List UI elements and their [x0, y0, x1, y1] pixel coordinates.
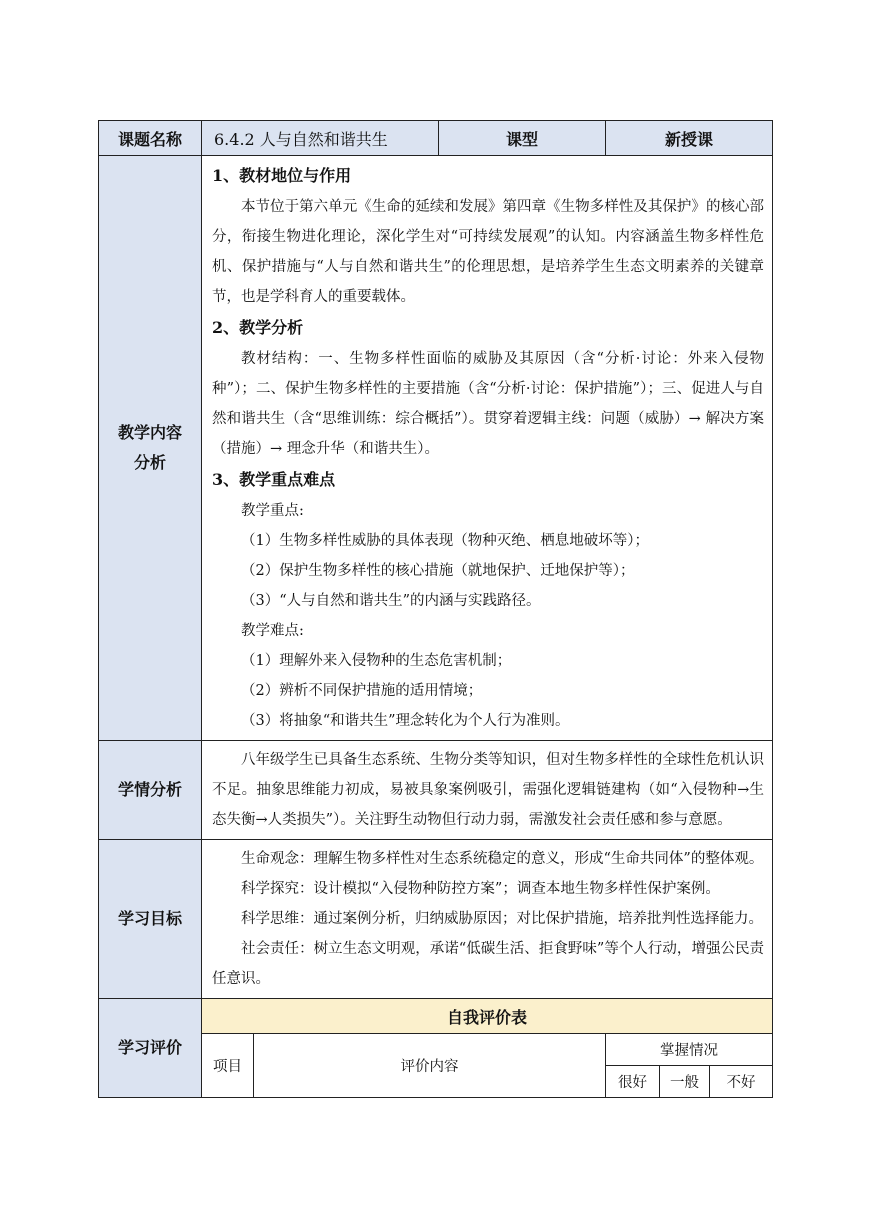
learner-text: 八年级学生已具备生态系统、生物分类等知识，但对生物多样性的全球性危机认识不足。抽象思维能力初成，易被具象案例吸引，需强化逻辑链建构（如“入侵物种→生态失衡→人类损失”）。关注野生动物但行动力弱，需激发社会责任感和参与意愿。 [212, 752, 765, 828]
learner-content [202, 741, 773, 840]
section-3-title: 3、教学重点难点 [212, 470, 336, 489]
key-point: （1）生物多样性威胁的具体表现（物种灭绝、栖息地破坏等）； [241, 533, 649, 549]
goal-item: 生命观念：理解生物多样性对生态系统稳定的意义，形成“生命共同体”的整体观。 [241, 851, 764, 867]
goal-item: 社会责任：树立生态文明观，承诺“低碳生活、拒食野味”等个人行动，增强公民责任意识。 [212, 941, 765, 987]
analysis-label: 教学内容 分析 [99, 156, 202, 741]
col-mastery: 掌握情况 [606, 1034, 773, 1066]
header-row [99, 121, 773, 156]
section-1-title: 1、教材地位与作用 [212, 166, 352, 185]
topic-title: 6.4.2 人与自然和谐共生 [202, 121, 439, 156]
self-evaluation-title: 自我评价表 [202, 999, 773, 1034]
goals-row [99, 840, 773, 999]
topic-label: 课题名称 [99, 121, 202, 156]
lesson-plan-table [98, 120, 773, 1098]
type-label: 课型 [439, 121, 606, 156]
key-points-label: 教学重点: [241, 503, 304, 519]
learner-label: 学情分析 [99, 741, 202, 840]
difficult-point: （2）辨析不同保护措施的适用情境； [241, 683, 483, 699]
type-value: 新授课 [606, 121, 773, 156]
analysis-row [99, 156, 773, 741]
evaluation-title-row [99, 999, 773, 1034]
section-2-title: 2、教学分析 [212, 318, 304, 337]
level-good: 很好 [606, 1066, 660, 1098]
evaluation-label: 学习评价 [99, 999, 202, 1098]
level-poor: 不好 [710, 1066, 773, 1098]
col-content: 评价内容 [254, 1034, 606, 1098]
level-average: 一般 [660, 1066, 710, 1098]
col-item: 项目 [202, 1034, 254, 1098]
goals-content [202, 840, 773, 999]
key-point: （2）保护生物多样性的核心措施（就地保护、迁地保护等）； [241, 563, 635, 579]
difficult-points-label: 教学难点: [241, 623, 304, 639]
goal-item: 科学探究：设计模拟“入侵物种防控方案”；调查本地生物多样性保护案例。 [241, 881, 720, 897]
goal-item: 科学思维：通过案例分析，归纳威胁原因；对比保护措施，培养批判性选择能力。 [241, 911, 763, 927]
goals-label: 学习目标 [99, 840, 202, 999]
learner-row [99, 741, 773, 840]
difficult-point: （1）理解外来入侵物种的生态危害机制； [241, 653, 512, 669]
section-2-text: 教材结构：一、生物多样性面临的威胁及其原因（含“分析·讨论：外来入侵物种”）；二、保护生物多样性的主要措施（含“分析·讨论：保护措施”）；三、促进人与自然和谐共生（含“思维训练：综合概括”）。贯穿着逻辑主线：问题（威胁）→ 解决方案（措施）→ 理念升华（和谐共生）。 [212, 351, 765, 457]
section-1-text: 本节位于第六单元《生命的延续和发展》第四章《生物多样性及其保护》的核心部分，衔接生物进化理论，深化学生对“可持续发展观”的认知。内容涵盖生物多样性危机、保护措施与“人与自然和谐共生”的伦理思想，是培养学生生态文明素养的关键章节，也是学科育人的重要载体。 [212, 199, 765, 305]
difficult-point: （3）将抽象“和谐共生”理念转化为个人行为准则。 [241, 713, 570, 729]
analysis-content [202, 156, 773, 741]
key-point: （3）“人与自然和谐共生”的内涵与实践路径。 [241, 593, 541, 609]
